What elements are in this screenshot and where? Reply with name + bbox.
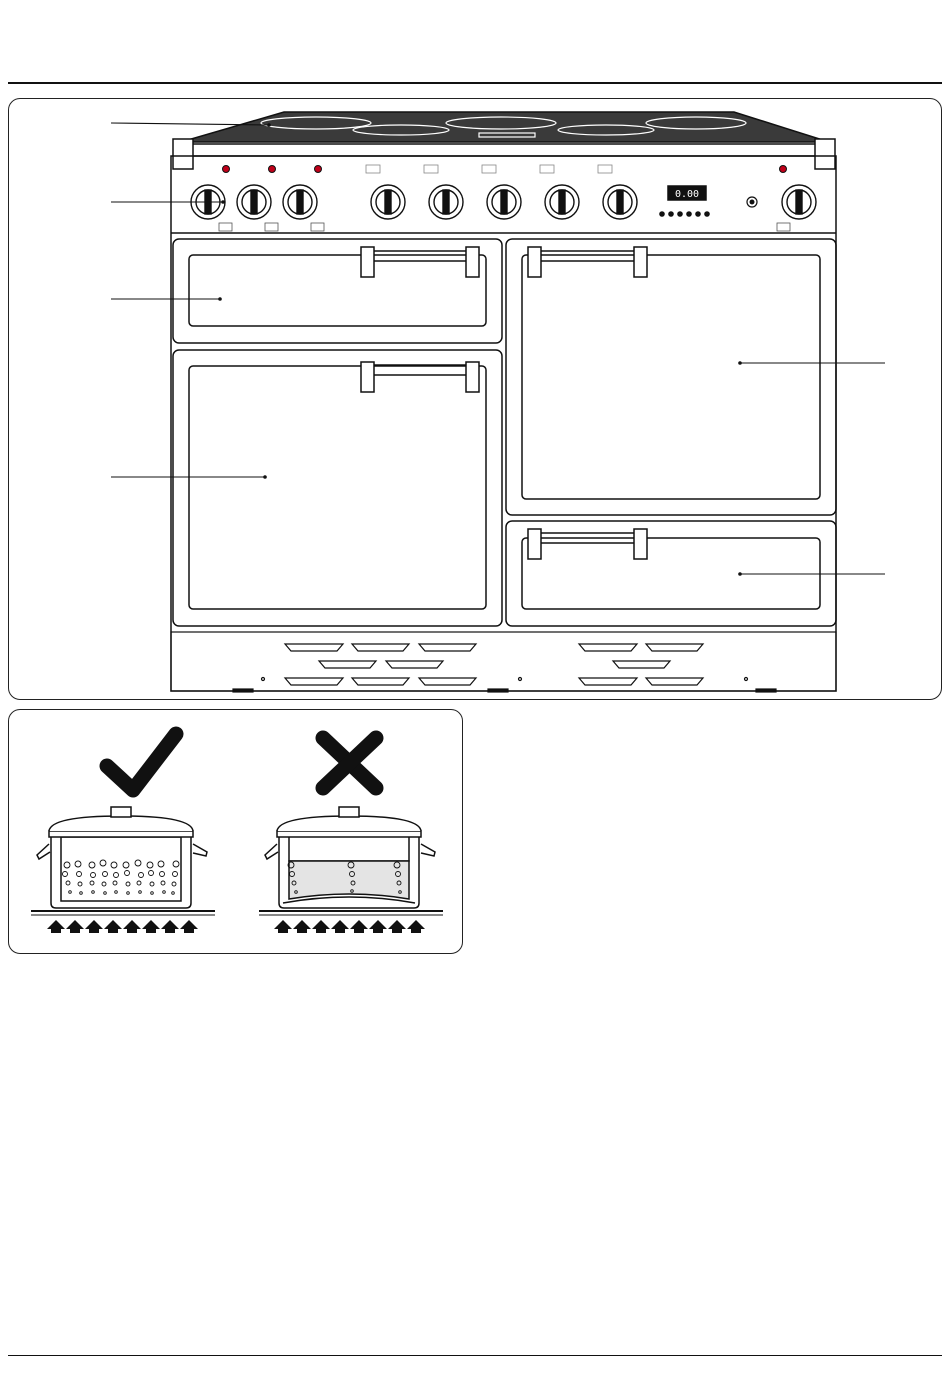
indicator-lights bbox=[223, 166, 787, 173]
flat-base-pan bbox=[31, 807, 215, 915]
checkmark-icon bbox=[107, 734, 176, 790]
knob-6 bbox=[487, 185, 521, 219]
knob-3 bbox=[283, 185, 317, 219]
plinth-vents bbox=[171, 632, 836, 692]
cross-icon bbox=[323, 738, 376, 788]
top-divider-rule bbox=[8, 82, 942, 84]
knob-8 bbox=[603, 185, 637, 219]
pan-comparison-figure bbox=[8, 709, 463, 954]
clock-readout: 0.00 bbox=[674, 189, 700, 200]
main-left-oven bbox=[173, 350, 502, 626]
knob-2 bbox=[237, 185, 271, 219]
handrail bbox=[173, 139, 835, 169]
knob-5 bbox=[429, 185, 463, 219]
warped-base-pan bbox=[259, 807, 443, 915]
ceramic-hob bbox=[181, 112, 829, 142]
cooker-body bbox=[171, 156, 836, 691]
heat-arrows-good bbox=[47, 920, 198, 933]
knob-9 bbox=[782, 185, 816, 219]
range-cooker-figure bbox=[8, 98, 942, 700]
right-tall-oven bbox=[506, 239, 836, 515]
clock-timer bbox=[659, 186, 757, 217]
knob-4 bbox=[371, 185, 405, 219]
bottom-divider-rule bbox=[8, 1355, 942, 1356]
knob-7 bbox=[545, 185, 579, 219]
control-knobs bbox=[191, 185, 816, 219]
heat-arrows-bad bbox=[274, 920, 425, 933]
top-left-compartment bbox=[173, 239, 502, 343]
